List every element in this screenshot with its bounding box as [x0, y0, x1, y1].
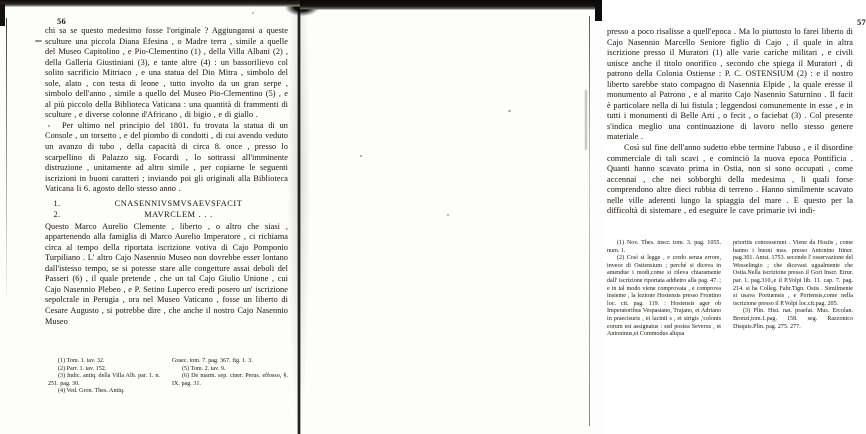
footnote: (1) Tom. 1. tav. 32. — [58, 358, 105, 364]
footnote: (1) Nov. Thes. inscr. tom. 3. pag. 1055. num. 1. — [607, 240, 721, 254]
inscription-text: CNASENNIVSMVSAEVSFACIT — [114, 199, 243, 209]
inscription-number: 2. — [53, 210, 61, 220]
footnote: (5) Tom. 2. tav. 9. — [182, 365, 226, 372]
footnote: prioritis concesserunt . Viene da Hostis , come hanno i buoni mss. presso Antonino Itiner. pag.301. Amst. 1753. secondo l' osservazione del Wesselingio ; che dicevasi ugualmente che Ostia.Nella iscrizione presso il Gori Inscr. Etrur. par. 1. pag.310.,e il P.Volpi lib. 11. cap. 7. pag. 214. si ha Colleg. Fabr.Tign. Ostis . Similmente si usava Portuensis , e Portensis,come nella iscrizione presso il P.Volpi loc.cit.pag. 205. — [733, 240, 853, 307]
footnote: (6) De marm. sep. ciner. Perus. effosso, §. IX. pag. 31. — [172, 373, 288, 387]
paragraph: Questo Marco Aurelio Clemente , liberto , o altro che siasi , appartenendo alla famiglia di Marco Aurelio Imperatore , ci richiama circa al tempo della riportata iscrizione votiva di Cajo Pomponio Turpiliano . L' altro Cajo Nasennio Museo non dovrebbe esser lontano dall'istesso tempo, se si potesse stare alle congetture assai deboli del Passeri (6) , il quale pretende , che un tal Cajo Giulio Unione , cui Cajo Nasennio Plebeo , e P. Setino Luperco eredi posero un' iscrizione sepolcrale in Perugia , ora nel Museo Vaticano , fosse un liberto di Cesare Augusto , si potrebbe dire , che anche il nostro Cajo Nasennio Museo — [45, 221, 288, 326]
folio-number-right: 57 — [857, 17, 866, 27]
left-page — [0, 0, 298, 434]
inscription-text: MAVRCLEM . . . — [144, 210, 213, 220]
inscription-line — [45, 209, 288, 220]
paragraph: chi sa se questo medesimo fosse l'originale ? Aggiungansi a queste sculture una piccola Diana Efesina , o Madre terra , simile a quelle del Museo Capitolino , e Pio-Clementino (1) , della Villa Albani (2) , della Galleria Giustiniani (3), e tante altre (4) : un bassorilievo col solito sacrificio Mitriaco , e una statua del Dio Mitra , simbolo del sole, alato , con testa di leone , tutto involto da un gran serpe , simbolo dell'anno , simile a quello del Museo Pio-Clementino (5) , e al più piccolo della Biblioteca Vaticana : una quantità di frammenti di sculture , e diverse colonne d'Africano , di bigio , e di giallo . — [45, 26, 288, 120]
footnote: (4) Ved. Gron. Thes. Antiq. — [58, 388, 125, 395]
right-page — [301, 0, 866, 434]
left-page-body — [45, 26, 288, 327]
folio-number-left: 56 — [57, 16, 67, 26]
footnote: (2) Così si legge , e credo senza errore, invece di Ostiensium ; perché si diceva in amendue i modi,come si rileva chiaramente dall' iscrizione riportata addietro alla pag. 47. ; e in tal modo viene comprovata , e comprova insieme , la lezione Hostensis presso Frontino loc. cit. pag. 119. : Hostensis ager ob Imperatoribus Vespasiano, Trajano, et Adriano in praecisuris , et lacinii s , et strigis ,'colonis eorum est assignatus : sed postea Severus , et Antoninus,et Commodus aliqua — [607, 255, 721, 338]
right-footnotes-column-2 — [733, 240, 853, 331]
inscription-number: 1. — [53, 199, 61, 209]
right-page-body — [607, 27, 853, 217]
footnote: (3) Plin. Hist. nat. praefat. Mus. Ercolan. Bronzi,tom.1.pag. 158. seg. Razzonico Disquis.Plin. pag. 275. 277. — [733, 308, 853, 330]
left-footnotes-column-2 — [172, 358, 288, 388]
footnote: (2) Parr. 1. tav. 152. — [58, 365, 107, 372]
footnote: (3) Indic. antiq. della Villa Alb. par. 1. n. 251. pag. 30. — [48, 373, 160, 387]
inscription-line — [45, 198, 288, 209]
left-footnotes-column-1 — [48, 358, 160, 396]
footnote: Graec. tom. 7. pag. 367. fig. 1. 3. — [172, 358, 253, 364]
inscription-block — [45, 198, 288, 220]
paragraph: presso a poco risalisse a quell'epoca . Ma lo piuttosto lo farei liberto di Cajo Nasennio Marcello Seniore figlio di Cajo , il quale in altra iscrizione presso il Muratori (1) alle varie cariche militari , e civili unisce anche il titolo onorifico , secondo che spiega il Muratori , di patrono della Colonia Ostiense : P. C. OSTENSIUM (2) : e il nostro liberto sarebbe stato compagno di Nasennia Elpide , la quale eresse il monumento al Patrono , e al marito Cajo Nasennio Saturnino . Il facit è particolare nella di lui fistula ; leggendosi comunemente in esse , e in tutti i monumenti di Belle Arti , o fecit , o faciebat (3) . Col presente s'indica meglio una continuazione di lavoro nello stesso genere materiale . — [607, 27, 853, 142]
paragraph: Così sul fine dell'anno sudetto ebbe termine l'abuso , e il disordine commerciale di tali scavi , e cominciò la nuova epoca Pontificia . Quanti hanno scavato prima in Ostia, non si sono occupati , come accennai , che nei sobborghi della medesima , li quali forse comprendono altre dieci rubbia di terreno . Hanno similmente scavato nelle ville aderenti lungo la spiaggia del mare . E questo per la difficoltà di sistemare , ed eseguire le cave primarie ivi indi- — [607, 143, 853, 216]
right-footnotes-column-1 — [607, 240, 721, 339]
paragraph: Per ultimo nel principio del 1801. fu trovata la statua di un Console , un torsetto , e del piombo di condotti , di cui avendo veduto un avanzo di tubo , della capacità di circa 8. once , presso lo scarpellino di Palazzo sig. Focardi , lo sottrassi all'imminente distruzione , unitamente ad altro simile , per copiarne le seguenti iscrizioni in buoni caratteri ; inviando poi gli originali alla Biblioteca Vaticana li 6. agosto dello stesso anno . — [45, 120, 288, 194]
